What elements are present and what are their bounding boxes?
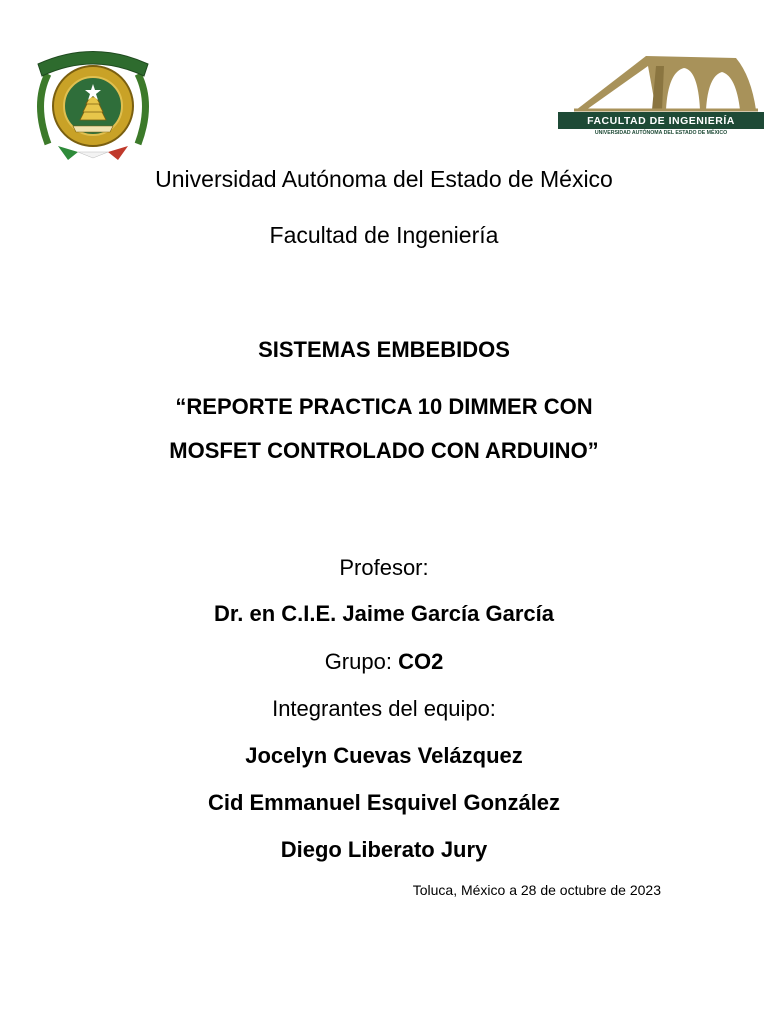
faculty-name: Facultad de Ingeniería: [269, 222, 499, 248]
university-name: Universidad Autónoma del Estado de México: [155, 166, 613, 192]
report-title-line-2: MOSFET CONTROLADO CON ARDUINO”: [169, 438, 599, 463]
group-label: Grupo:: [324, 649, 399, 674]
team-member: Cid Emmanuel Esquivel González: [207, 790, 561, 815]
team-member: Diego Liberato Jury: [280, 837, 488, 862]
team-member: Jocelyn Cuevas Velázquez: [245, 743, 523, 768]
uaem-coat-of-arms-logo: [28, 44, 158, 164]
team-label: Integrantes del equipo:: [272, 696, 496, 721]
subject-title: SISTEMAS EMBEBIDOS: [258, 337, 510, 362]
report-title-line-1: “REPORTE PRACTICA 10 DIMMER CON: [175, 394, 593, 419]
facultad-ingenieria-logo-sublabel: UNIVERSIDAD AUTÓNOMA DEL ESTADO DE MÉXICO: [594, 130, 728, 136]
group-value: CO2: [398, 649, 444, 674]
professor-label: Profesor:: [339, 555, 429, 580]
professor-name: Dr. en C.I.E. Jaime García García: [214, 601, 554, 626]
date-location: Toluca, México a 28 de octubre de 2023: [412, 882, 661, 898]
group-line: [0, 649, 768, 675]
facultad-ingenieria-logo-label: FACULTAD DE INGENIERÍA: [558, 112, 764, 129]
